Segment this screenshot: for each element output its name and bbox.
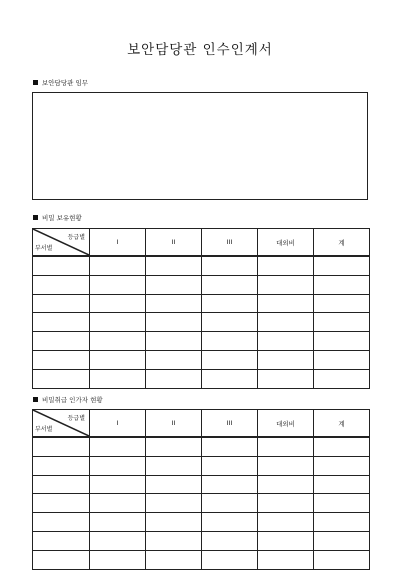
table-cell[interactable] — [90, 456, 146, 475]
column-header: III — [202, 410, 258, 438]
table-cell[interactable] — [146, 437, 202, 456]
table-row — [33, 437, 370, 456]
table-cell[interactable] — [314, 313, 370, 332]
table-cell[interactable] — [146, 275, 202, 294]
table-cell[interactable] — [202, 275, 258, 294]
column-header: II — [146, 410, 202, 438]
duties-heading — [33, 78, 88, 87]
table-header-row — [33, 410, 370, 438]
table-cell[interactable] — [33, 494, 90, 513]
table-cell[interactable] — [314, 550, 370, 569]
document-title: 보안담당관 인수인계서 — [127, 42, 273, 58]
table-cell[interactable] — [258, 494, 314, 513]
table-cell[interactable] — [258, 456, 314, 475]
table-cell[interactable] — [314, 369, 370, 388]
table-cell[interactable] — [258, 294, 314, 313]
table-cell[interactable] — [90, 350, 146, 369]
table-row — [33, 513, 370, 532]
table-cell[interactable] — [90, 294, 146, 313]
table-row — [33, 332, 370, 351]
table-cell[interactable] — [146, 350, 202, 369]
column-header: 대외비 — [258, 229, 314, 257]
table-cell[interactable] — [202, 550, 258, 569]
table-cell[interactable] — [90, 513, 146, 532]
holdings-heading — [33, 213, 82, 222]
table-cell[interactable] — [202, 494, 258, 513]
corner-bottom-label: 부서별 — [35, 245, 53, 252]
table-cell[interactable] — [146, 294, 202, 313]
corner-top-label: 등급별 — [67, 234, 85, 241]
table-cell[interactable] — [314, 294, 370, 313]
table-cell[interactable] — [33, 456, 90, 475]
table-cell[interactable] — [258, 369, 314, 388]
table-cell[interactable] — [258, 275, 314, 294]
table-cell[interactable] — [258, 350, 314, 369]
duties-heading-label: 보안담당관 임무 — [42, 79, 89, 87]
column-header: 계 — [314, 229, 370, 257]
table-cell[interactable] — [202, 313, 258, 332]
table-cell[interactable] — [90, 369, 146, 388]
table-cell[interactable] — [202, 456, 258, 475]
table-cell[interactable] — [314, 475, 370, 494]
table-cell[interactable] — [146, 531, 202, 550]
clearance-heading-label: 비밀취급 인가자 현황 — [42, 396, 103, 404]
table-cell[interactable] — [90, 313, 146, 332]
table-cell[interactable] — [90, 475, 146, 494]
table-cell[interactable] — [202, 531, 258, 550]
table-cell[interactable] — [90, 256, 146, 275]
table-cell[interactable] — [33, 350, 90, 369]
table-cell[interactable] — [258, 313, 314, 332]
holdings-heading-label: 비밀 보유현황 — [42, 214, 82, 222]
bullet-square-icon — [33, 397, 38, 402]
table-cell[interactable] — [202, 475, 258, 494]
table-cell[interactable] — [314, 531, 370, 550]
bullet-square-icon — [33, 80, 38, 85]
column-header: 대외비 — [258, 410, 314, 438]
table-row — [33, 475, 370, 494]
table-cell[interactable] — [146, 475, 202, 494]
corner-header-cell — [33, 229, 90, 257]
table-cell[interactable] — [314, 256, 370, 275]
table-row — [33, 256, 370, 275]
table-cell[interactable] — [33, 475, 90, 494]
table-cell[interactable] — [258, 256, 314, 275]
table-cell[interactable] — [90, 550, 146, 569]
table-cell[interactable] — [33, 332, 90, 351]
table-cell[interactable] — [90, 494, 146, 513]
corner-header-cell — [33, 410, 90, 438]
table-cell[interactable] — [33, 531, 90, 550]
table-cell[interactable] — [314, 275, 370, 294]
column-header: III — [202, 229, 258, 257]
table-cell[interactable] — [146, 494, 202, 513]
column-header: I — [90, 410, 146, 438]
table-cell[interactable] — [146, 256, 202, 275]
table-cell[interactable] — [314, 456, 370, 475]
clearance-heading — [33, 395, 103, 404]
table-row — [33, 494, 370, 513]
table-cell[interactable] — [202, 513, 258, 532]
table-cell[interactable] — [146, 550, 202, 569]
table-cell[interactable] — [202, 350, 258, 369]
column-header: II — [146, 229, 202, 257]
table-cell[interactable] — [314, 494, 370, 513]
corner-bottom-label: 부서별 — [35, 426, 53, 433]
table-cell[interactable] — [33, 256, 90, 275]
table-cell[interactable] — [146, 456, 202, 475]
table-row — [33, 350, 370, 369]
table-cell[interactable] — [258, 332, 314, 351]
table-cell[interactable] — [314, 350, 370, 369]
table-cell[interactable] — [33, 437, 90, 456]
holdings-table — [32, 228, 370, 389]
table-header-row — [33, 229, 370, 257]
duties-text-box[interactable] — [32, 92, 368, 200]
table-cell[interactable] — [258, 531, 314, 550]
table-cell[interactable] — [33, 313, 90, 332]
table-cell[interactable] — [258, 550, 314, 569]
table-cell[interactable] — [33, 369, 90, 388]
table-cell[interactable] — [258, 437, 314, 456]
table-cell[interactable] — [258, 475, 314, 494]
bullet-square-icon — [33, 215, 38, 220]
table-cell[interactable] — [90, 332, 146, 351]
table-cell[interactable] — [33, 294, 90, 313]
table-cell[interactable] — [90, 275, 146, 294]
table-cell[interactable] — [202, 332, 258, 351]
table-row — [33, 456, 370, 475]
table-row — [33, 275, 370, 294]
table-cell[interactable] — [33, 550, 90, 569]
corner-top-label: 등급별 — [67, 415, 85, 422]
table-row — [33, 550, 370, 569]
table-cell[interactable] — [202, 437, 258, 456]
clearance-table — [32, 409, 370, 570]
table-row — [33, 369, 370, 388]
table-cell[interactable] — [314, 332, 370, 351]
table-row — [33, 294, 370, 313]
table-cell[interactable] — [146, 369, 202, 388]
table-cell[interactable] — [146, 513, 202, 532]
column-header: 계 — [314, 410, 370, 438]
table-cell[interactable] — [146, 313, 202, 332]
table-row — [33, 313, 370, 332]
table-cell[interactable] — [33, 513, 90, 532]
table-cell[interactable] — [146, 332, 202, 351]
table-cell[interactable] — [202, 294, 258, 313]
table-cell[interactable] — [258, 513, 314, 532]
table-cell[interactable] — [314, 437, 370, 456]
table-cell[interactable] — [202, 256, 258, 275]
column-header: I — [90, 229, 146, 257]
table-cell[interactable] — [202, 369, 258, 388]
table-row — [33, 531, 370, 550]
table-cell[interactable] — [90, 437, 146, 456]
table-cell[interactable] — [33, 275, 90, 294]
table-cell[interactable] — [90, 531, 146, 550]
table-cell[interactable] — [314, 513, 370, 532]
